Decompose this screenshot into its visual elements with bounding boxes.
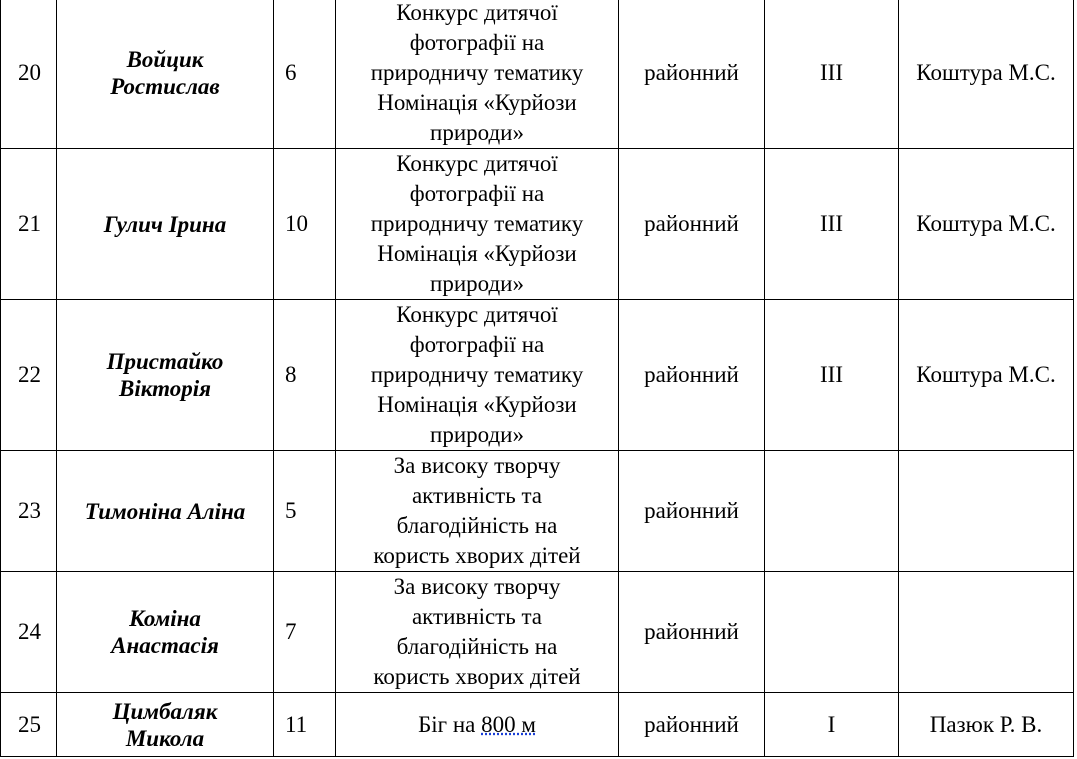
award-place: ІІІ [765,149,899,300]
participant-age: 6 [274,0,336,149]
award-place: ІІІ [765,300,899,451]
teacher-name: Коштура М.С. [899,0,1074,149]
teacher-name: Коштура М.С. [899,149,1074,300]
competition-level: районний [619,300,765,451]
teacher-name: Пазюк Р. В. [899,693,1074,757]
row-number: 21 [1,149,57,300]
row-number: 22 [1,300,57,451]
participant-age: 7 [274,572,336,693]
event-title: Конкурс дитячої фотографії на природничу тематику Номінація «Курйози природи» [336,149,619,300]
row-number: 20 [1,0,57,149]
event-title: Конкурс дитячої фотографії на природничу тематику Номінація «Курйози природи» [336,0,619,149]
table-row [1,451,1074,572]
row-number: 23 [1,451,57,572]
teacher-name: Коштура М.С. [899,300,1074,451]
competition-level: районний [619,149,765,300]
table-row [1,300,1074,451]
participant-name: Пристайко Вікторія [57,300,274,451]
award-place: ІІІ [765,0,899,149]
competition-level: районний [619,572,765,693]
event-title-distance: 800 м [481,711,536,737]
participant-age: 5 [274,451,336,572]
award-place: І [765,693,899,757]
event-title: За високу творчу активність та благодійність на користь хворих дітей [336,451,619,572]
competition-level: районний [619,0,765,149]
competition-level: районний [619,693,765,757]
table-row [1,572,1074,693]
participant-name: Гулич Ірина [57,149,274,300]
participant-age: 10 [274,149,336,300]
table-row [1,149,1074,300]
event-title: Конкурс дитячої фотографії на природничу тематику Номінація «Курйози природи» [336,300,619,451]
teacher-name [899,572,1074,693]
participant-name: Войцик Ростислав [57,0,274,149]
row-number: 25 [1,693,57,757]
participant-name: Цимбаляк Микола [57,693,274,757]
row-number: 24 [1,572,57,693]
teacher-name [899,451,1074,572]
award-place [765,572,899,693]
table-row [1,693,1074,757]
award-place [765,451,899,572]
participant-age: 11 [274,693,336,757]
participant-name: Коміна Анастасія [57,572,274,693]
table-row [1,0,1074,149]
event-title-prefix: Біг на [418,711,482,737]
event-title [336,693,619,757]
participant-name: Тимоніна Аліна [57,451,274,572]
event-title: За високу творчу активність та благодійність на користь хворих дітей [336,572,619,693]
participant-age: 8 [274,300,336,451]
competition-level: районний [619,451,765,572]
